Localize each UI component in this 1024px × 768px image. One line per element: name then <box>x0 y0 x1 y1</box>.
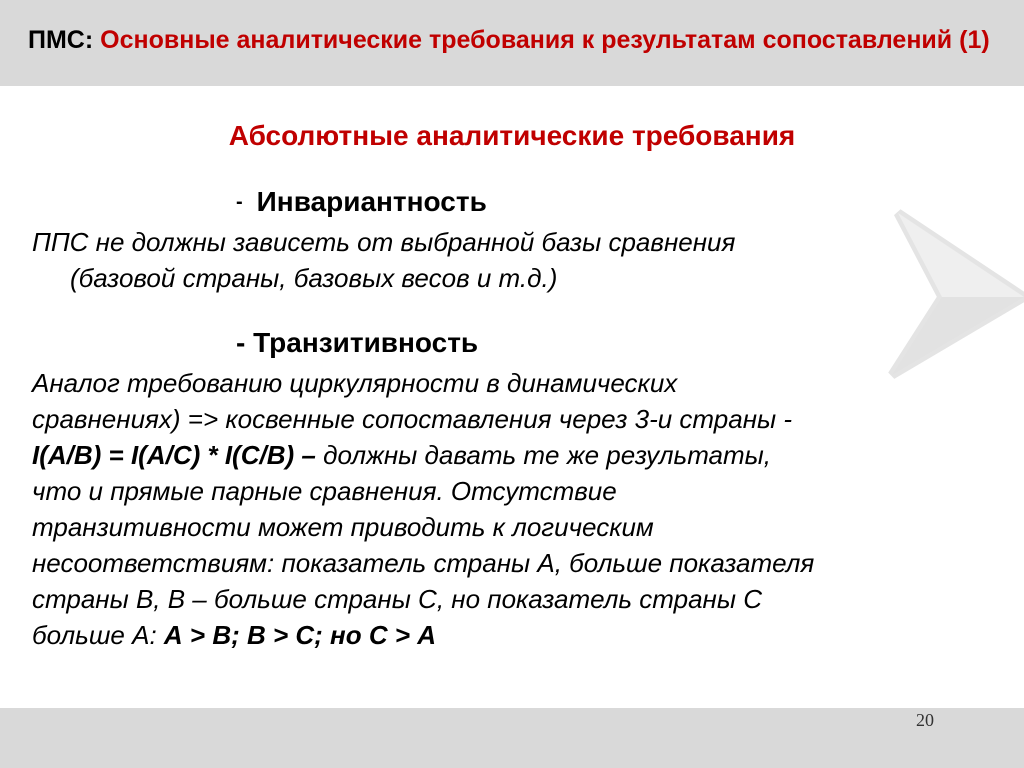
conclusion-prefix: больше А: <box>32 620 164 650</box>
text-line: страны В, В – больше страны С, но показатель страны С <box>32 584 762 614</box>
text-line: (базовой страны, базовых весов и т.д.) <box>70 263 558 293</box>
item-heading-invariance <box>236 186 487 218</box>
text-line: транзитивности может приводить к логическим <box>32 512 654 542</box>
arrow-decoration-icon <box>878 205 1024 380</box>
section-title: Абсолютные аналитические требования <box>228 120 796 151</box>
footer-bar <box>0 708 1024 768</box>
text-line: несоответствиям: показатель страны А, больше показателя <box>32 548 815 578</box>
transitivity-description <box>32 365 814 653</box>
page-number: 20 <box>916 710 934 730</box>
text-line: ППС не должны зависеть от выбранной базы сравнения <box>32 227 736 257</box>
formula: I(A/B) = I(A/C) * I(C/B) – <box>32 440 316 470</box>
slide-title <box>28 26 990 55</box>
title-prefix: ПМС: <box>28 26 94 54</box>
title-text: Основные аналитические требования к результатам сопоставлений (1) <box>100 26 990 54</box>
conclusion-line <box>32 617 814 653</box>
invariance-description <box>32 224 735 296</box>
formula-line <box>32 437 814 473</box>
item-dash: - <box>236 191 243 213</box>
text-line: что и прямые парные сравнения. Отсутствие <box>32 476 617 506</box>
formula-tail: должны давать те же результаты, <box>315 440 772 470</box>
item-heading-transitivity: - Транзитивность <box>236 327 479 358</box>
conclusion-inequality: А > В; В > С; но С > А <box>163 620 437 650</box>
item-heading-text: Инвариантность <box>256 186 487 217</box>
text-line: сравнениях) => косвенные сопоставления через 3-и страны - <box>32 404 793 434</box>
text-line: Аналог требованию циркулярности в динамических <box>32 368 678 398</box>
